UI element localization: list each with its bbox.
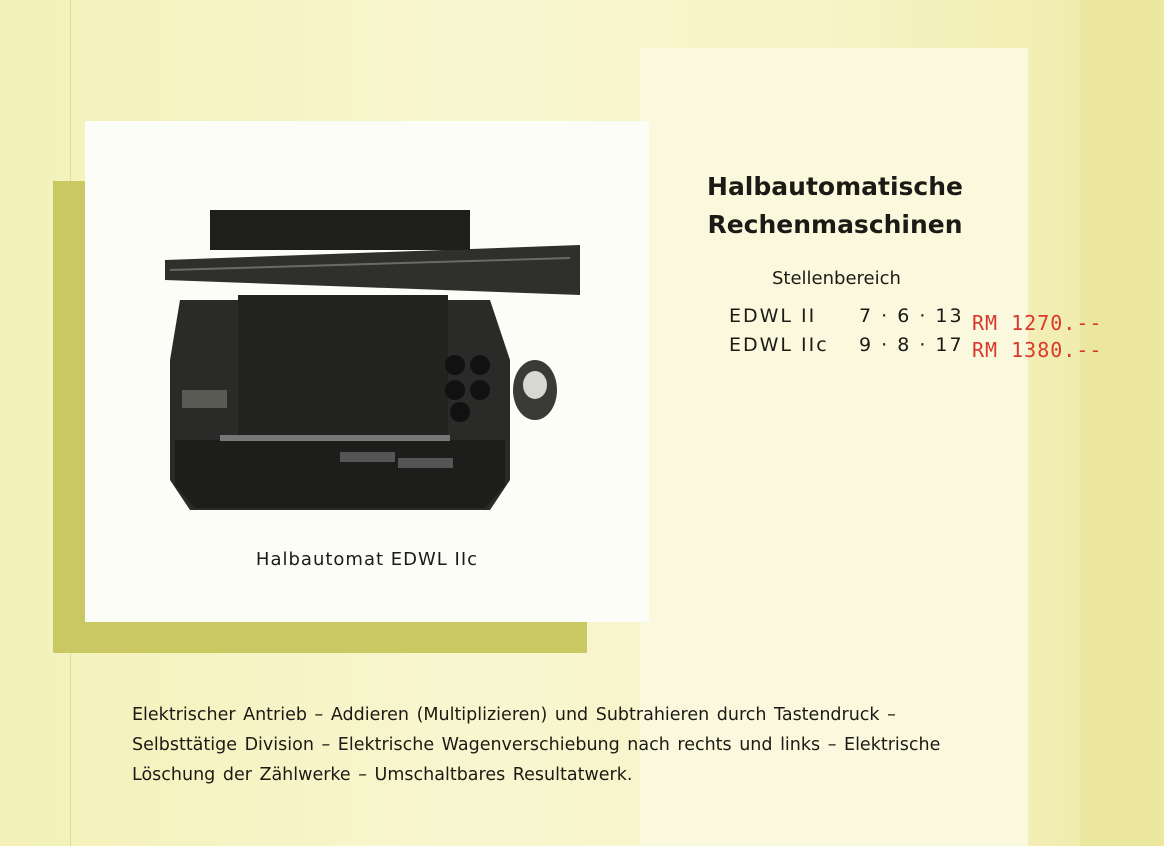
title-line-2: Rechenmaschinen [707, 210, 963, 239]
model-name: EDWL IIc [729, 334, 829, 356]
model-name: EDWL II [729, 305, 817, 327]
feature-description [132, 700, 992, 790]
model-row-edwl-ii [729, 305, 964, 327]
specs-subheading: Stellenbereich [772, 268, 901, 289]
page-edge-strip [1080, 0, 1164, 846]
model-range: 9 · 8 · 17 [859, 334, 964, 356]
photo-caption: Halbautomat EDWL IIc [255, 549, 479, 570]
model-price-stamp: RM 1270.-- [972, 311, 1103, 335]
title-line-1: Halbautomatische [707, 172, 963, 201]
model-price-stamp: RM 1380.-- [972, 338, 1103, 362]
model-row-edwl-iic [729, 334, 964, 356]
description-line: Löschung der Zählwerke – Umschaltbares Resultatwerk. [132, 765, 633, 785]
model-range: 7 · 6 · 13 [859, 305, 964, 327]
calculator-illustration [160, 190, 585, 530]
description-line: Selbsttätige Division – Elektrische Wagenverschiebung nach rechts und links – Elektrische [132, 735, 941, 755]
page-title [660, 168, 1010, 244]
description-line: Elektrischer Antrieb – Addieren (Multiplizieren) und Subtrahieren durch Tastendruck – [132, 705, 896, 725]
